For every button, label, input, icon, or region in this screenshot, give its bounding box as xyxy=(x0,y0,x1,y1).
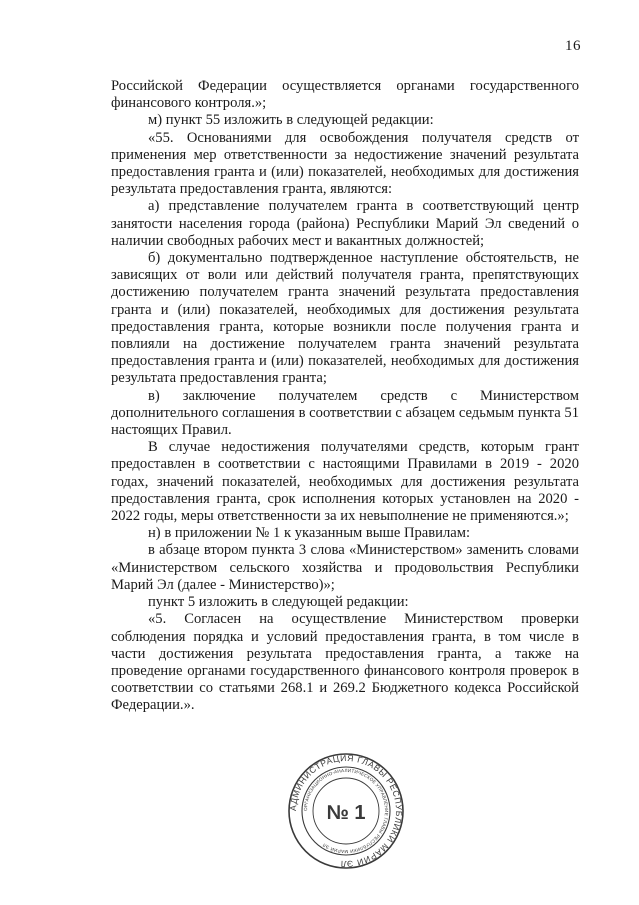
page-number: 16 xyxy=(565,38,581,54)
paragraph: Российской Федерации осуществляется органами государственного финансового контроля.»; xyxy=(111,78,579,112)
document-body xyxy=(111,78,579,715)
official-seal xyxy=(287,752,405,870)
paragraph: В случае недостижения получателями средств, которым грант предоставлен в соответствии с настоящими Правилами в 2019 - 2020 годах, значений показателей, необходимых для достижения результата предоставления гранта, срок исполнения которых установлен на 2020 - 2022 годы, меры ответственности за их невыполнение не применяются.»; xyxy=(111,439,579,525)
paragraph: «55. Основаниями для освобождения получателя средств от применения мер ответственности за недостижение значений результата предоставления гранта и (или) показателей, необходимых для достижения результата предоставления гранта, являются: xyxy=(111,129,579,198)
paragraph: м) пункт 55 изложить в следующей редакции: xyxy=(148,112,434,129)
paragraph: пункт 5 изложить в следующей редакции: xyxy=(148,594,409,611)
paragraph: в абзаце втором пункта 3 слова «Министерством» заменить словами «Министерством сельского хозяйства и продовольствия Республики Марий Эл (далее - Министерство)»; xyxy=(111,542,579,593)
paragraph: в) заключение получателем средств с Министерством дополнительного соглашения в соответствии с абзацем седьмым пункта 51 настоящих Правил. xyxy=(111,387,579,439)
seal-graphic xyxy=(287,752,405,870)
paragraph: б) документально подтвержденное наступление обстоятельств, не зависящих от воли или действий получателя гранта, препятствующих достижению получателем гранта значений результата предоставления гранта и (или) показателей, необходимых для достижения результата предоставления гранта, которые возникли после получения гранта и повлияли на достижение получателем гранта значений результата предоставления гранта и (или) показателей, необходимых для достижения результата предоставления гранта; xyxy=(111,250,579,387)
seal-center-text: № 1 xyxy=(326,802,366,824)
paragraph: а) представление получателем гранта в соответствующий центр занятости населения города (района) Республики Марий Эл сведений о наличии свободных рабочих мест и вакантных должностей; xyxy=(111,198,579,249)
paragraph: н) в приложении № 1 к указанным выше Правилам: xyxy=(148,525,471,542)
seal-inner-text: ОРГАНИЗАЦИОННО-АНАЛИТИЧЕСКОЕ УПРАВЛЕНИЕ ГЛАВЫ РЕСПУБЛИКИ МАРИЙ ЭЛ xyxy=(302,767,390,855)
paragraph: «5. Согласен на осуществление Министерством проверки соблюдения порядка и условий предоставления гранта, в том числе в части достижения результата предоставления гранта, а также на проведение органами государственного финансового контроля проверок в соответствии со статьями 268.1 и 269.2 Бюджетного кодекса Российской Федерации.». xyxy=(111,611,579,714)
seal-outer-text: АДМИНИСТРАЦИЯ ГЛАВЫ РЕСПУБЛИКИ МАРИЙ ЭЛ xyxy=(287,752,405,870)
